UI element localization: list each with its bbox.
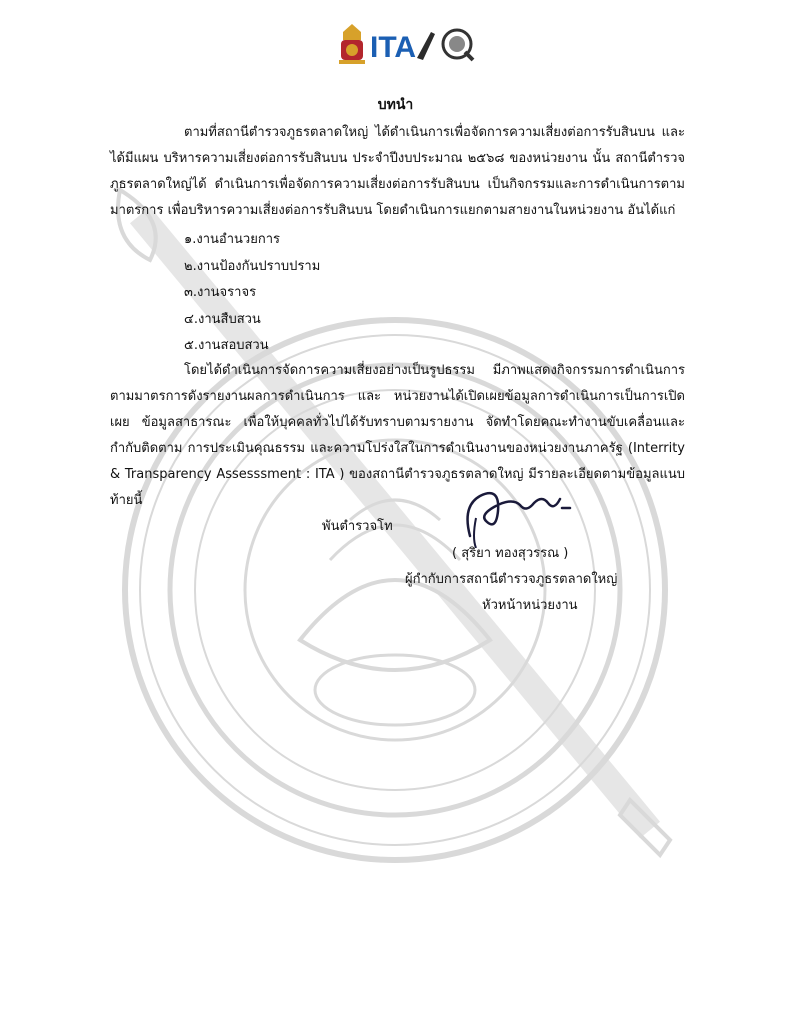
intro-paragraph: ตามที่สถานีตำรวจภูธรตลาดใหญ่ ได้ดำเนินการเพื่อจัดการความเสี่ยงต่อการรับสินบน และได้มีแผน บริหารความเสี่ยงต่อการรับสินบน ประจำปีงบประมาณ ๒๕๖๘ ของหน่วยงาน นั้น สถานีตำรวจภูธรตลาดใหญ่ได้ ดำเนินการเพื่อจัดการความเสี่ยงต่อการรับสินบน เป็นกิจกรรมและการดำเนินการตามมาตรการ เพื่อบริหารความเสี่ยงต่อการรับสินบน โดยดำเนินการแยกตามสายงานในหน่วยงาน อันได้แก่	[110, 125, 685, 218]
document-title: บทนำ	[377, 97, 414, 113]
handwritten-signature	[432, 478, 592, 548]
signer-unit: หัวหน้าหน่วยงาน	[482, 598, 578, 613]
ita-logo-text: ITA	[370, 31, 417, 62]
list-item: ๕.งานสอบสวน	[184, 338, 269, 353]
list-item: ๔.งานสืบสวน	[184, 311, 261, 327]
signer-position: ผู้กำกับการสถานีตำรวจภูธรตลาดใหญ่	[405, 572, 618, 587]
list-item: ๓.งานจราจร	[184, 285, 257, 300]
signer-name: ( สุริยา ทองสุวรรณ )	[452, 546, 569, 561]
list-item: ๑.งานอำนวยการ	[184, 232, 280, 247]
signer-rank: พันตำรวจโท	[322, 519, 393, 534]
summary-paragraph: โดยได้ดำเนินการจัดการความเสี่ยงอย่างเป็นรูปธรรม มีภาพแสดงกิจกรรมการดำเนินการ ตามมาตรการดังรายงานผลการดำเนินการ และ หน่วยงานได้เปิดเผยข้อมูลการดำเนินการเป็นการเปิดเผย ข้อมูลสาธารณะ เพื่อให้บุคคลทั่วไปได้รับทราบตามรายงาน จัดทำโดยคณะทำงานขับเคลื่อนและกำกับติดตาม การประเมินคุณธรรม และความโปร่งใสในการดำเนินงานของหน่วยงานภาครัฐ (Interrity & Transparency Assesssment : ITA ) ของสถานีตำรวจภูธรตลาดใหญ่ มีรายละเอียดตามข้อมูลแนบท้ายนี้	[110, 363, 685, 508]
list-item: ๒.งานป้องกันปราบปราม	[184, 258, 321, 274]
